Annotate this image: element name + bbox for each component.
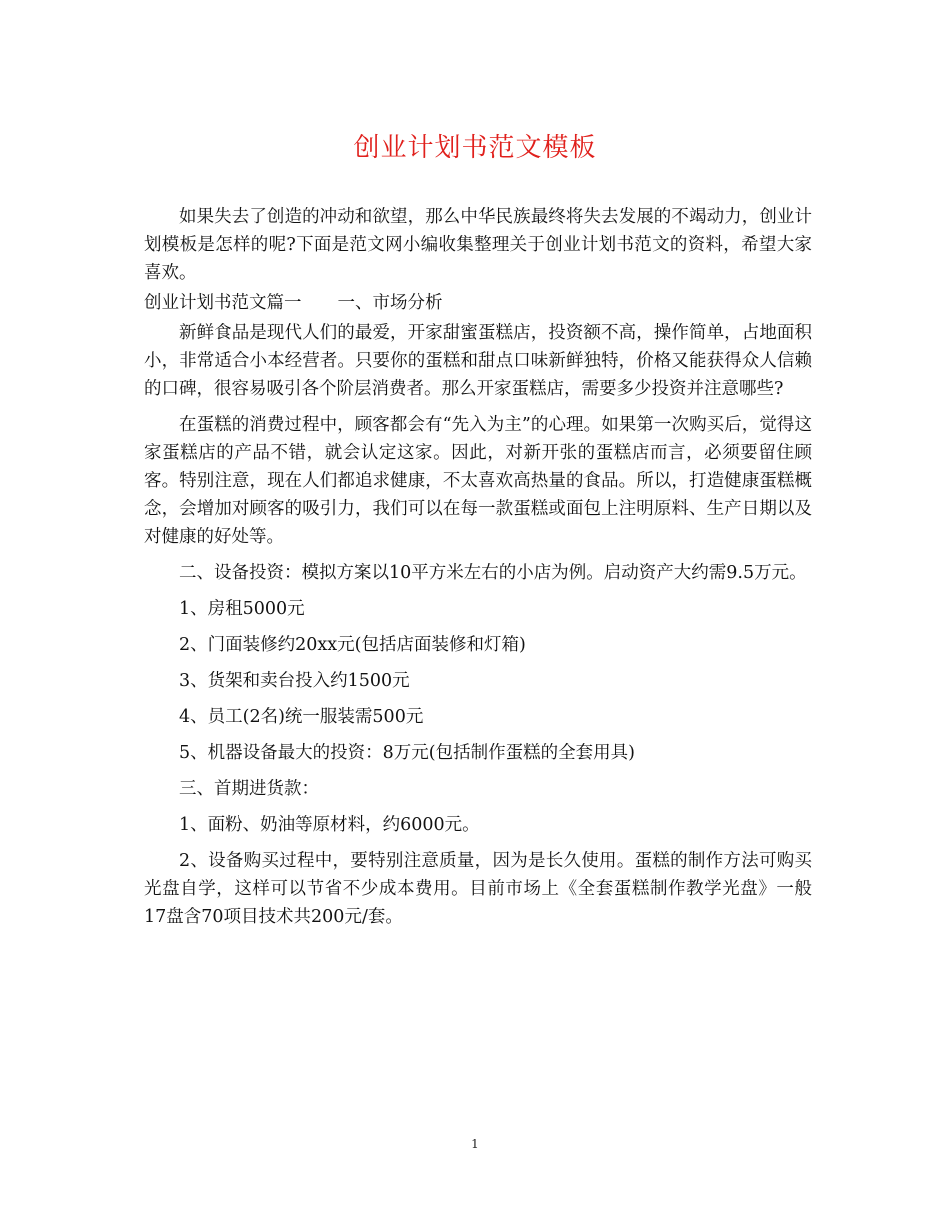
list-item: 3、货架和卖台投入约1500元 (179, 671, 410, 691)
body-paragraph: 在蛋糕的消费过程中，顾客都会有“先入为主”的心理。如果第一次购买后，觉得这家蛋糕店的产品不错，就会认定这家。因此，对新开张的蛋糕店而言，必须要留住顾客。特别注意，现在人们都追求健康，不太喜欢高热量的食品。所以，打造健康蛋糕概念，会增加对顾客的吸引力，我们可以在每一款蛋糕或面包上注明原料、生产日期以及对健康的好处等。 (144, 415, 812, 547)
page-number: 1 (471, 1137, 479, 1151)
body-paragraph: 新鲜食品是现代人们的最爱，开家甜蜜蛋糕店，投资额不高，操作简单，占地面积小，非常适合小本经营者。只要你的蛋糕和甜点口味新鲜独特，价格又能获得众人信赖的口碑，很容易吸引各个阶层消费者。那么开家蛋糕店，需要多少投资并注意哪些? (144, 323, 812, 399)
section-heading (144, 289, 812, 317)
list-item: 1、房租5000元 (179, 599, 305, 619)
document-title: 创业计划书范文模板 (353, 133, 597, 163)
list-item: 1、面粉、奶油等原材料，约6000元。 (179, 815, 480, 835)
section-topic-label: 一、市场分析 (337, 293, 443, 313)
list-item: 2、门面装修约20xx元(包括店面装修和灯箱) (179, 635, 526, 655)
body-paragraph: 三、首期进货款： (179, 779, 319, 799)
intro-paragraph: 如果失去了创造的冲动和欲望，那么中华民族最终将失去发展的不竭动力，创业计划模板是怎样的呢?下面是范文网小编收集整理关于创业计划书范文的资料，希望大家喜欢。 (144, 207, 812, 283)
list-item: 4、员工(2名)统一服装需500元 (179, 707, 424, 727)
body-paragraph: 2、设备购买过程中，要特别注意质量，因为是长久使用。蛋糕的制作方法可购买光盘自学，这样可以节省不少成本费用。目前市场上《全套蛋糕制作教学光盘》一般17盘含70项目技术共200元/套。 (144, 851, 812, 927)
body-paragraph: 二、设备投资：模拟方案以10平方米左右的小店为例。启动资产大约需9.5万元。 (179, 563, 807, 583)
list-item: 5、机器设备最大的投资：8万元(包括制作蛋糕的全套用具) (179, 743, 635, 763)
document-body (144, 203, 812, 939)
section-part-label: 创业计划书范文篇一 (144, 293, 302, 313)
